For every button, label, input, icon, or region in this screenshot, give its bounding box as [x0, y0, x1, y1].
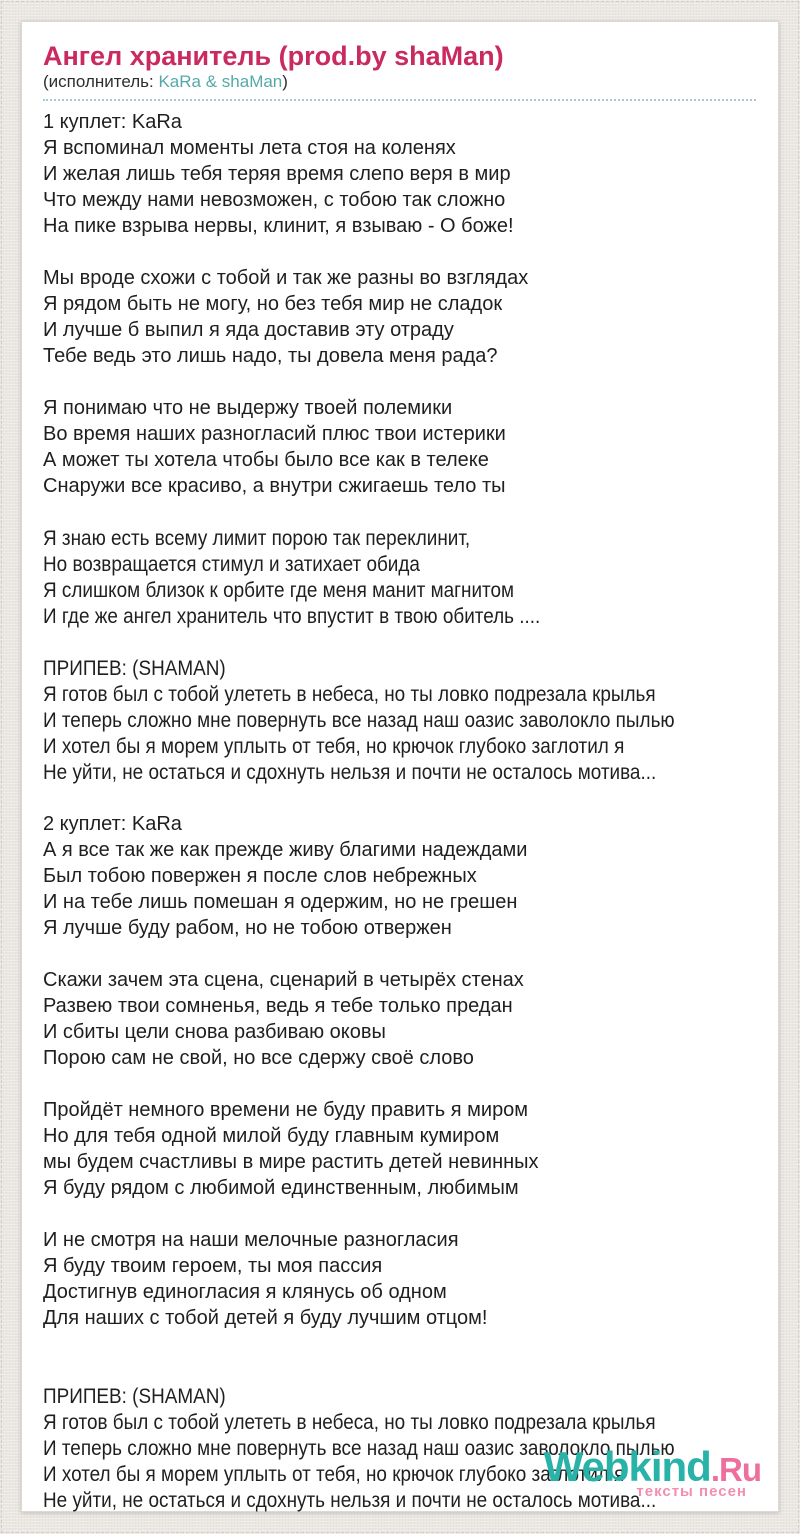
lyric-line: 2 куплет: KaRa: [43, 813, 182, 835]
header: [22, 22, 778, 101]
lyric-line: А я все так же как прежде живу благими надеждами: [43, 839, 528, 861]
lyric-line: ПРИПЕВ: (SHAMAN): [43, 1384, 226, 1408]
lyric-line: мы будем счастливы в мире растить детей невинных: [43, 1151, 539, 1173]
lyric-line: А может ты хотела чтобы было все как в телеке: [43, 449, 489, 471]
lyric-line: И не смотря на наши мелочные разногласия: [43, 1229, 459, 1251]
song-title: Ангел хранитель (prod.by shaMan): [43, 41, 504, 71]
lyric-line: Но для тебя одной милой буду главным кумиром: [43, 1125, 500, 1147]
lyric-line: Я рядом быть не могу, но без тебя мир не сладок: [43, 293, 503, 315]
site-logo[interactable]: [543, 1443, 761, 1500]
stanza: [43, 525, 757, 629]
stanza: [43, 1227, 757, 1331]
lyric-line: Тебе ведь это лишь надо, ты довела меня рада?: [43, 345, 498, 367]
lyric-line: На пике взрыва нервы, клинит, я взываю - О боже!: [43, 215, 514, 237]
lyric-line: И на тебе лишь помешан я одержим, но не грешен: [43, 891, 518, 913]
lyric-line: И теперь сложно мне повернуть все назад наш оазис заволокло пылью: [43, 708, 675, 732]
lyric-line: Не уйти, не остаться и сдохнуть нельзя и почти не осталось мотива...: [43, 760, 657, 784]
lyric-line: Я понимаю что не выдержу твоей полемики: [43, 397, 453, 419]
stanza: [43, 1097, 757, 1201]
performer-line: [43, 72, 756, 101]
lyric-line: Не уйти, не остаться и сдохнуть нельзя и почти не осталось мотива...: [43, 1488, 657, 1512]
logo-tagline: тексты песен: [636, 1483, 747, 1500]
stanza: [43, 265, 757, 369]
logo-wordmark[interactable]: [543, 1443, 761, 1490]
lyric-line: Я буду рядом с любимой единственным, любимым: [43, 1177, 519, 1199]
lyric-line: Что между нами невозможен, с тобою так сложно: [43, 189, 506, 211]
lyric-line: Снаружи все красиво, а внутри сжигаешь тело ты: [43, 475, 506, 497]
lyric-line: И теперь сложно мне повернуть все назад наш оазис заволокло пылью: [43, 1436, 675, 1460]
lyric-line: И где же ангел хранитель что впустит в твою обитель ....: [43, 604, 541, 628]
stanza: [43, 109, 757, 239]
performer-suffix: ): [282, 72, 288, 91]
stanza: [43, 655, 757, 785]
lyric-line: Я готов был с тобой улететь в небеса, но ты ловко подрезала крылья: [43, 682, 656, 706]
performer-label: (исполнитель:: [43, 72, 159, 91]
lyric-line: Я готов был с тобой улететь в небеса, но ты ловко подрезала крылья: [43, 1410, 656, 1434]
stanza: [43, 811, 757, 941]
lyric-line: Достигнув единогласия я клянусь об одном: [43, 1281, 447, 1303]
logo-brand[interactable]: Webkind: [543, 1443, 711, 1490]
lyric-line: Для наших с тобой детей я буду лучшим отцом!: [43, 1307, 488, 1329]
lyric-line: Развею твои сомненья, ведь я тебе только предан: [43, 995, 513, 1017]
lyric-line: И лучше б выпил я яда доставив эту отраду: [43, 319, 454, 341]
lyric-line: Скажи зачем эта сцена, сценарий в четырёх стенах: [43, 969, 524, 991]
lyric-line: Я вспоминал моменты лета стоя на коленях: [43, 137, 456, 159]
lyric-line: И хотел бы я морем уплыть от тебя, но крючок глубоко заглотил я: [43, 1462, 625, 1486]
lyric-line: И хотел бы я морем уплыть от тебя, но крючок глубоко заглотил я: [43, 734, 625, 758]
performer-link[interactable]: KaRa & shaMan: [158, 72, 283, 91]
lyric-line: Но возвращается стимул и затихает обида: [43, 552, 420, 576]
lyric-line: Во время наших разногласий плюс твои истерики: [43, 423, 506, 445]
lyric-line: Был тобою повержен я после слов небрежных: [43, 865, 477, 887]
lyric-line: Порою сам не свой, но все сдержу своё слово: [43, 1047, 474, 1069]
lyrics: [22, 101, 778, 1513]
lyric-line: Я слишком близок к орбите где меня манит магнитом: [43, 578, 515, 602]
content-card: [21, 21, 779, 1512]
lyric-line: Мы вроде схожи с тобой и так же разны во взглядах: [43, 267, 529, 289]
stanza: [43, 395, 757, 499]
lyric-line: Я знаю есть всему лимит порою так переклинит,: [43, 526, 471, 550]
lyric-line: И желая лишь тебя теряя время слепо веря в мир: [43, 163, 511, 185]
stanza: [43, 967, 757, 1071]
lyric-line: Пройдёт немного времени не буду править я миром: [43, 1099, 529, 1121]
lyric-line: Я лучше буду рабом, но не тобою отвержен: [43, 917, 452, 939]
lyric-line: ПРИПЕВ: (SHAMAN): [43, 656, 226, 680]
lyric-line: 1 куплет: KaRa: [43, 111, 182, 133]
lyric-line: Я буду твоим героем, ты моя пассия: [43, 1255, 383, 1277]
logo-domain[interactable]: .Ru: [710, 1451, 761, 1488]
lyric-line: И сбиты цели снова разбиваю оковы: [43, 1021, 386, 1043]
